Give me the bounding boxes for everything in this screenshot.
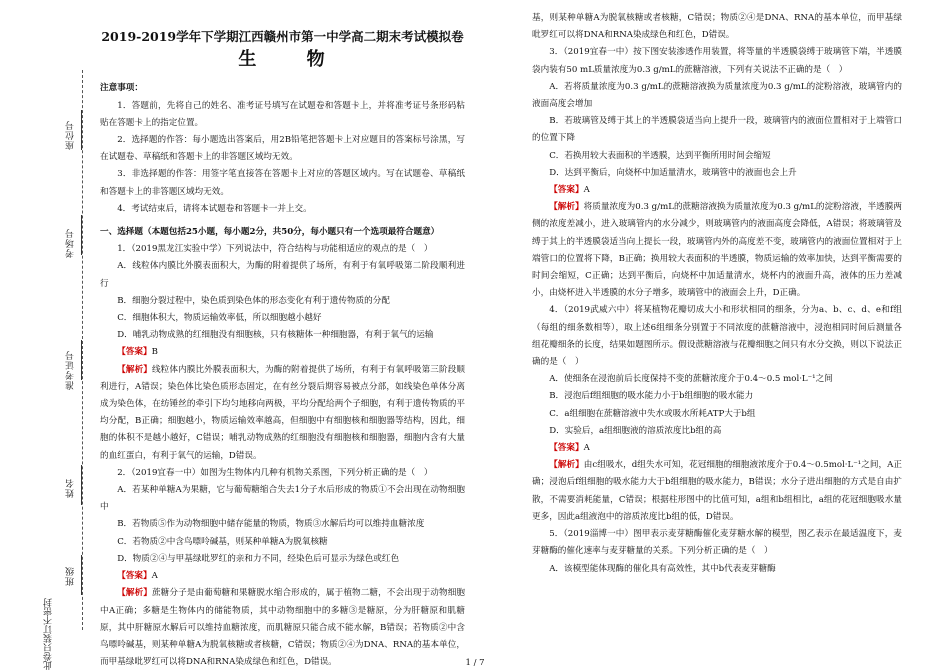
answer-label: 【答案】 [549,185,584,196]
option: A．线粒体内膜比外膜表面积大，为酶的附着提供了场所，有利于有氧呼吸第二阶段顺利进行 [100,261,465,289]
option: B．若玻璃管及缚于其上的半透膜袋适当向上提升一段，玻璃管内的液面位置相对于上端管口的位置下降 [532,116,902,144]
question-stem: 1．（2019黑龙江实验中学）下列说法中，符合结构与功能相适应的观点的是（ ） [117,244,433,255]
answer-line [532,182,902,199]
answer-value: A [583,443,590,454]
seat-label: 座位号 [66,120,76,150]
note-item: 3．非选择题的作答：用签字笔直接答在答题卡上对应的答题区域内。写在试题卷、草稿纸和答题卡上的非答题区域均无效。 [100,169,465,197]
ticket-no-label: 准考证号 [66,350,76,390]
option: D．实验后，a组细胞液的溶质浓度比b组的高 [549,425,722,436]
option: C．若换用较大表面积的半透膜，达到平衡所用时间会缩短 [549,150,771,161]
answer-value: A [583,185,590,196]
name-blank [81,465,82,505]
left-column [100,10,465,671]
option: A．若某种单糖A为果糖，它与葡萄糖缩合失去1分子水后形成的物质①不会出现在动物细胞中 [100,485,465,513]
analysis-label: 【解析】 [549,202,584,213]
option: D．达到平衡后，向烧杯中加适量清水，玻璃管中的液面也会上升 [549,167,797,178]
continued-text: 基，则某种单糖A为脱氧核糖或者核糖，C错误；物质②④是DNA、RNA的基本单位，而甲基绿吡罗红可以将DNA和RNA染成绿色和红色，D错误。 [532,13,902,41]
exam-subject: 生 物 [238,49,347,71]
option: A．使细条在浸泡前后长度保持不变的蔗糖浓度介于0.4～0.5 mol·L⁻¹之间 [549,374,833,385]
answer-value: A [151,571,158,582]
answer-line [532,440,902,457]
analysis-line [532,199,902,302]
option: A．若将质量浓度为0.3 g/mL的蔗糖溶液换为质量浓度为0.3 g/mL的淀粉溶液，玻璃管内的液面高度会增加 [532,81,902,110]
note-item: 2．选择题的作答：每小题选出答案后，用2B铅笔把答题卡上对应题目的答案标号涂黑，写在试题卷、草稿纸和答题卡上的非答题区域均无效。 [100,135,465,163]
exam-no-blank [81,215,82,255]
option: B．细胞分裂过程中，染色质到染色体的形态变化有利于遗传物质的分配 [117,295,390,306]
class-blank [81,555,82,595]
page-number: 1 / 7 [465,658,485,668]
option: D．哺乳动物成熟的红细胞没有细胞核，只有核糖体一种细胞器，有利于氧气的运输 [117,330,434,341]
analysis-label: 【解析】 [549,460,584,471]
option: C．a组细胞在蔗糖溶液中失水或吸水所耗ATP大于b组 [549,408,756,419]
seal-notice: 此卷只装订不密封 [44,598,54,670]
option: D．物质②④与甲基绿吡罗红的亲和力不同，经染色后可显示为绿色或红色 [117,553,400,564]
analysis-text: 由c组吸水，d组失水可知，花冠细胞的细胞液浓度介于0.4～0.5mol·L⁻¹之间，A正确；浸泡后f组细胞的吸水能力大于b组细胞的吸水能力，B错误；水分子进出细胞的方式是自由扩散，不需要消耗能量，C错误；根据柱形图中的比值可知，a组和b组相比，a组的花冠细胞吸水量更多，因此a组液泡中的溶质浓度比b组的低，D错误。 [532,460,902,522]
option: C．若物质②中含鸟嘌呤碱基，则某种单糖A为脱氧核糖 [117,536,328,547]
analysis-line [100,362,465,465]
answer-value: B [151,347,158,358]
exam-title: 2019-2019学年下学期江西赣州市第一中学高二期末考试模拟卷 [101,29,464,44]
analysis-text: 将质量浓度为0.3 g/mL的蔗糖溶液换为质量浓度为0.3 g/mL的淀粉溶液，半透膜两侧的浓度差减小，进入玻璃管内的水分减少，则玻璃管内的液面高度会降低，A错误；将玻璃管及缚于其上的半透膜袋适当向上提长一段，玻璃管内外的高度差不变，玻璃管内的液面位置相对于上端管口的位置将下降，B正确；换用较大表面积的半透膜，物质运输的效率加快，达到平衡需要的时间会缩短，C正确；达到平衡后，向烧杯中加适量清水，烧杯内的液面升高，液体的压力差减小，由烧杯进入半透膜的水分子增多，玻璃管中的液面会上升，D正确。 [532,202,902,299]
option: A．该模型能体现酶的催化具有高效性，其中b代表麦芽糖酶 [549,563,776,574]
question-stem: 4．（2019武威六中）将某植物花瓣切成大小和形状相同的细条，分为a、b、c、d、e和f组（每组的细条数相等），取上述6组细条分别置于不同浓度的蔗糖溶液中，浸泡相同时间后测量各组花瓣细条的长度，结果如题图所示。假设蔗糖溶液与花瓣细胞之间只有水分交换，则以下说法正确的是（ ） [532,305,902,368]
binding-margin [0,0,95,672]
right-column [532,10,902,578]
binding-line [82,70,83,630]
notes-heading: 注意事项： [100,83,143,94]
section-heading: 一、选择题（本题包括25小题，每小题2分，共50分，每小题只有一个选项最符合题意） [100,227,440,238]
answer-label: 【答案】 [117,347,152,358]
exam-no-label: 考场号 [66,228,76,258]
question-stem: 3．（2019宜春一中）按下图安装渗透作用装置，将等量的半透膜袋缚于玻璃管下端，半透膜袋内装有50 mL质量浓度为0.3 g/mL的蔗糖溶液，下列有关说法不正确的是（ ） [532,47,902,75]
question-stem: 2．（2019宜春一中）如图为生物体内几种有机物关系图，下列分析正确的是（ ） [117,467,433,478]
seat-blank [81,110,82,150]
ticket-no-blank [81,340,82,380]
option: B．若物质⑤作为动物细胞中储存能量的物质，物质③水解后均可以维持血糖浓度 [117,519,425,530]
class-label: 班级 [66,566,76,586]
note-item: 1．答题前，先将自己的姓名、准考证号填写在试题卷和答题卡上，并将准考证号条形码粘贴在答题卡上的指定位置。 [100,100,465,128]
answer-label: 【答案】 [549,443,584,454]
answer-label: 【答案】 [117,571,152,582]
analysis-label: 【解析】 [117,588,152,599]
analysis-line [532,457,902,526]
analysis-label: 【解析】 [117,364,152,375]
analysis-text: 线粒体内膜比外膜表面积大，为酶的附着提供了场所，有利于有氧呼吸第三阶段顺利进行，A错误；染色体比染色质形态固定，在有丝分裂后期容易被点分部，如线染色单体分离成为染色体，在纺锤丝的牵引下均匀地移向两极，平均分配给两个子细胞，有利于遗传物质的平均分配，B正确；细胞越小，物质运输效率越高，但细胞中有细胞核和细胞器等结构，因此，细胞的体积不是越小越好，C错误；哺乳动物成熟的红细胞没有细胞核和细胞器，细胞内含有大量的血红蛋白，有利于氧气的运输，D错误。 [100,364,465,461]
note-item: 4．考试结束后，请将本试题卷和答题卡一并上交。 [117,203,312,214]
option: B．浸泡后f组细胞的吸水能力小于b组细胞的吸水能力 [549,391,754,402]
question-stem: 5．（2019淄博一中）图甲表示麦芽糖酶催化麦芽糖水解的模型，图乙表示在最适温度下，麦芽糖酶的催化速率与麦芽糖量的关系。下列分析正确的是（ ） [532,529,902,557]
option: C．细胞体积大，物质运输效率低，所以细胞越小越好 [117,313,322,324]
answer-line [100,344,465,361]
name-label: 姓名 [66,478,76,498]
analysis-text: 蔗糖分子是由葡萄糖和果糖脱水缩合形成的，属于植物二糖，不会出现于动物细胞中A正确；多糖是生物体内的储能物质，其中动物细胞中的多糖③是糖原，分为肝糖原和肌糖原，其中肝糖原水解后可以维持血糖浓度，而肌糖原只能合成不能水解，B错误；若物质②中含鸟嘌呤碱基，则某种单糖A为脱氧核糖或者核糖，C错误；物质②④为DNA、RNA的基本单位，而甲基绿吡罗红可以将DNA和RNA染成绿色和红色，D错误。 [100,588,465,668]
answer-line [100,568,465,585]
